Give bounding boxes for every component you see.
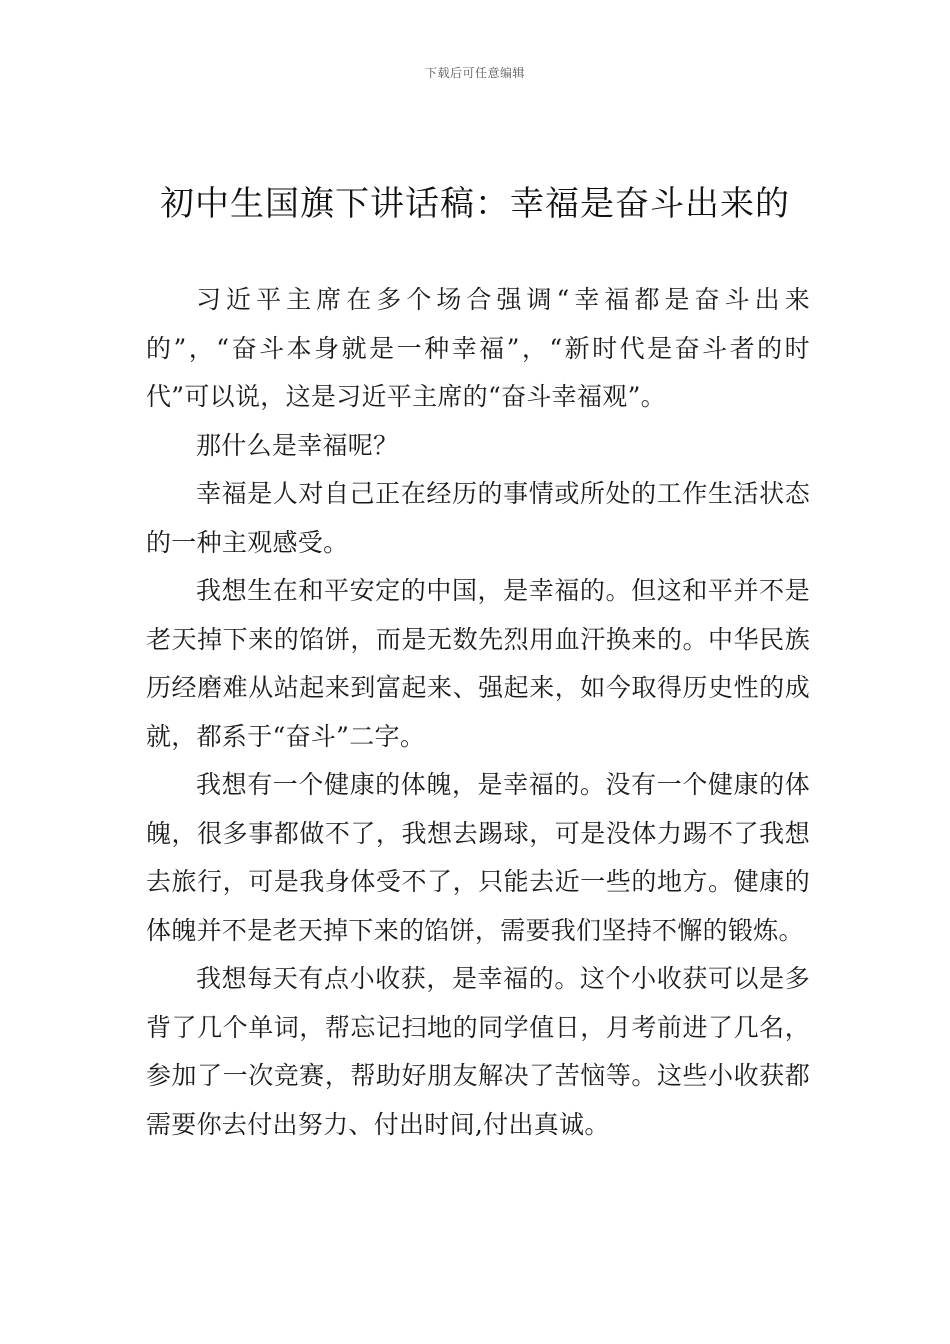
paragraph-4: 我想生在和平安定的中国，是幸福的。但这和平并不是老天掉下来的馅饼，而是无数先烈用血汗换来的。中华民族历经磨难从站起来到富起来、强起来，如今取得历史性的成就，都系于“奋斗”二字。	[146, 576, 810, 751]
document-body	[146, 276, 810, 1149]
paragraph-6: 我想每天有点小收获，是幸福的。这个小收获可以是多背了几个单词，帮忘记扫地的同学值日，月考前进了几名，参加了一次竞赛，帮助好朋友解决了苦恼等。这些小收获都需要你去付出努力、付出时间,付出真诚。	[146, 964, 810, 1139]
paragraph-2: 那什么是幸福呢？	[196, 430, 399, 460]
document-title: 初中生国旗下讲话稿：幸福是奋斗出来的	[160, 184, 790, 224]
paragraph-3: 幸福是人对自己正在经历的事情或所处的工作生活状态的一种主观感受。	[146, 479, 810, 557]
paragraph-1: 习近平主席在多个场合强调“幸福都是奋斗出来的”，“奋斗本身就是一种幸福”，“新时代是奋斗者的时代”可以说，这是习近平主席的“奋斗幸福观”。	[146, 285, 810, 411]
header-note: 下载后可任意编辑	[424, 66, 525, 80]
paragraph-5: 我想有一个健康的体魄，是幸福的。没有一个健康的体魄，很多事都做不了，我想去踢球，可是没体力踢不了我想去旅行，可是我身体受不了，只能去近一些的地方。健康的体魄并不是老天掉下来的馅饼，需要我们坚持不懈的锻炼。	[146, 770, 810, 945]
